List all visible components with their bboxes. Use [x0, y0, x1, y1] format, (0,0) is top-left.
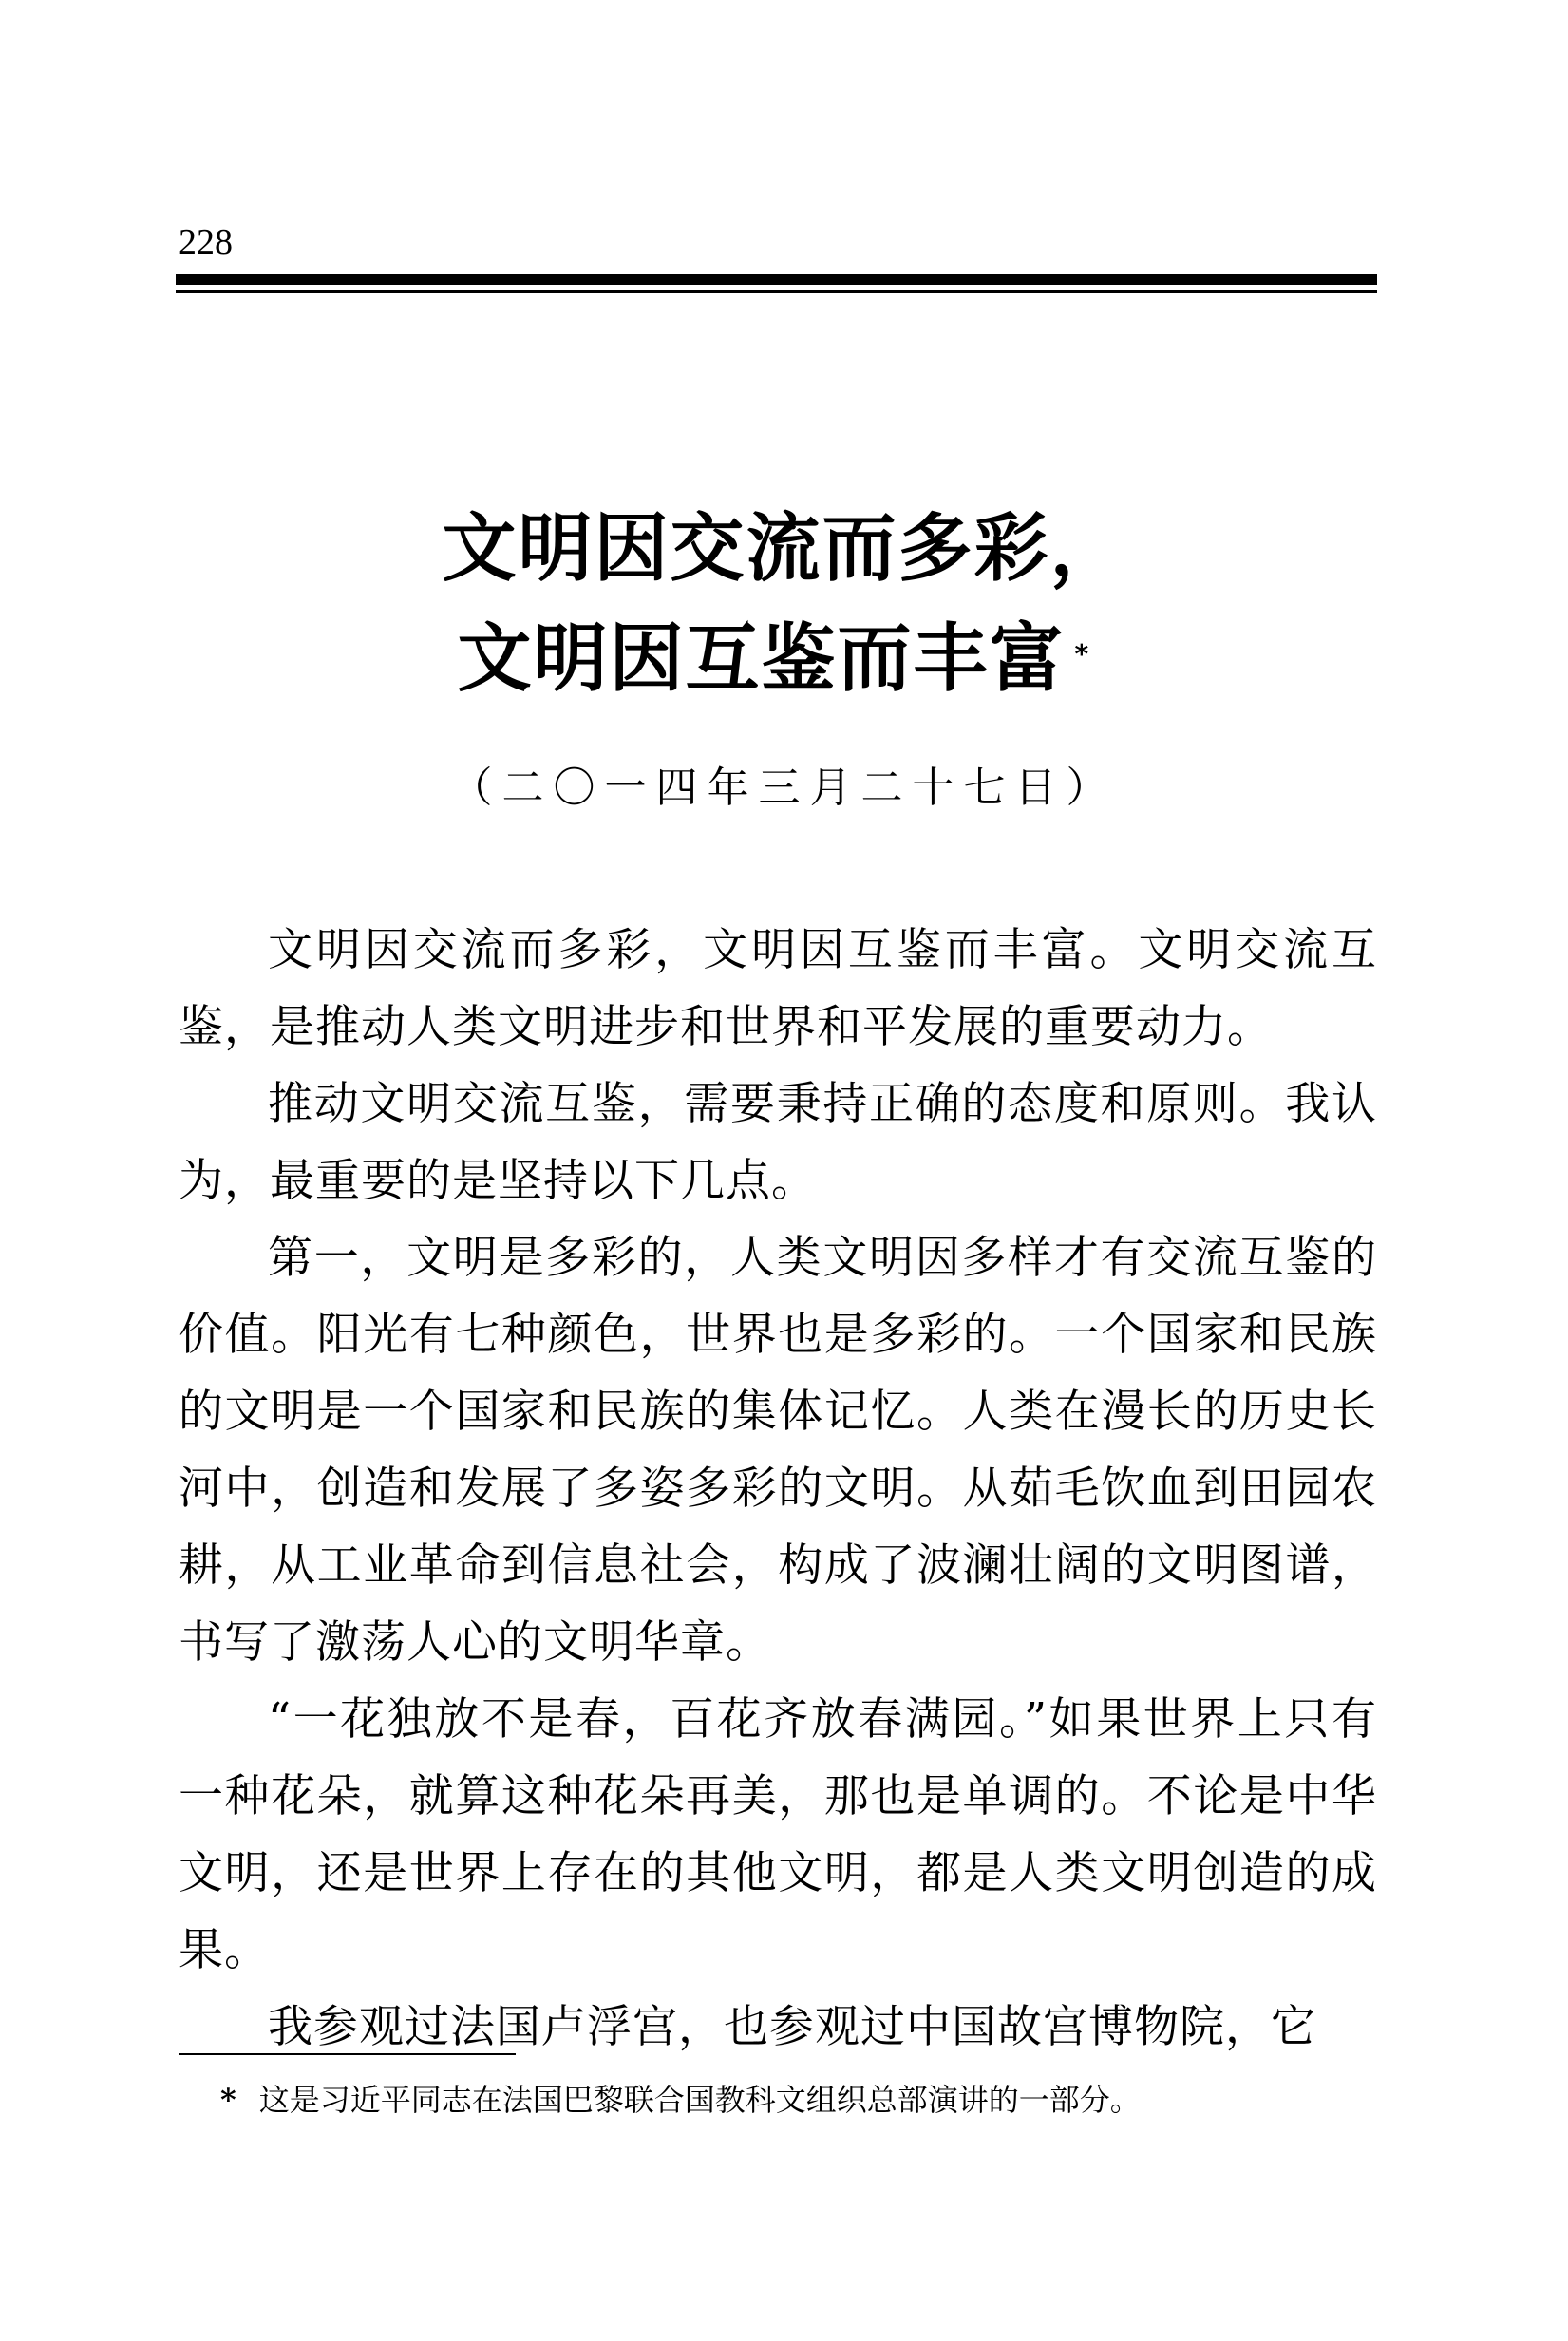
title-line-1: 文明因交流而多彩， — [442, 506, 1126, 592]
body-text — [179, 912, 1377, 2066]
title-line-2-text: 文明因互鉴而丰富 — [457, 616, 1066, 702]
paragraph: 文明因交流而多彩，文明因互鉴而丰富。文明交流互鉴，是推动人类文明进步和世界和平发展的重要动力。 — [179, 924, 1377, 1053]
header-rule-thick — [176, 274, 1377, 285]
date-line: （二〇一四年三月二十七日） — [450, 764, 1118, 812]
paragraph: 我参观过法国卢浮宫，也参观过中国故宫博物院，它 — [268, 2001, 1316, 2053]
paragraph: “一花独放不是春，百花齐放春满园。”如果世界上只有一种花朵，就算这种花朵再美，那也是单调的。不论是中华文明，还是世界上存在的其他文明，都是人类文明创造的成果。 — [179, 1693, 1377, 1976]
page-number: 228 — [179, 222, 233, 262]
footnote-rule — [179, 2053, 516, 2055]
footnote — [220, 2082, 1141, 2118]
footnote-text: 这是习近平同志在法国巴黎联合国教科文组织总部演讲的一部分。 — [258, 2082, 1141, 2118]
title-line-2 — [0, 604, 1545, 714]
article-title — [0, 494, 1568, 714]
footnote-marker: * — [220, 2082, 236, 2118]
paragraph: 第一，文明是多彩的，人类文明因多样才有交流互鉴的价值。阳光有七种颜色，世界也是多彩的。一个国家和民族的文明是一个国家和民族的集体记忆。人类在漫长的历史长河中，创造和发展了多姿多彩的文明。从茹毛饮血到田园农耕，从工业革命到信息社会，构成了波澜壮阔的文明图谱，书写了激荡人心的文明华章。 — [179, 1232, 1377, 1669]
title-footnote-marker: * — [1074, 638, 1091, 670]
paragraph: 推动文明交流互鉴，需要秉持正确的态度和原则。我认为，最重要的是坚持以下几点。 — [179, 1078, 1377, 1207]
header-rule-thin — [176, 290, 1377, 293]
